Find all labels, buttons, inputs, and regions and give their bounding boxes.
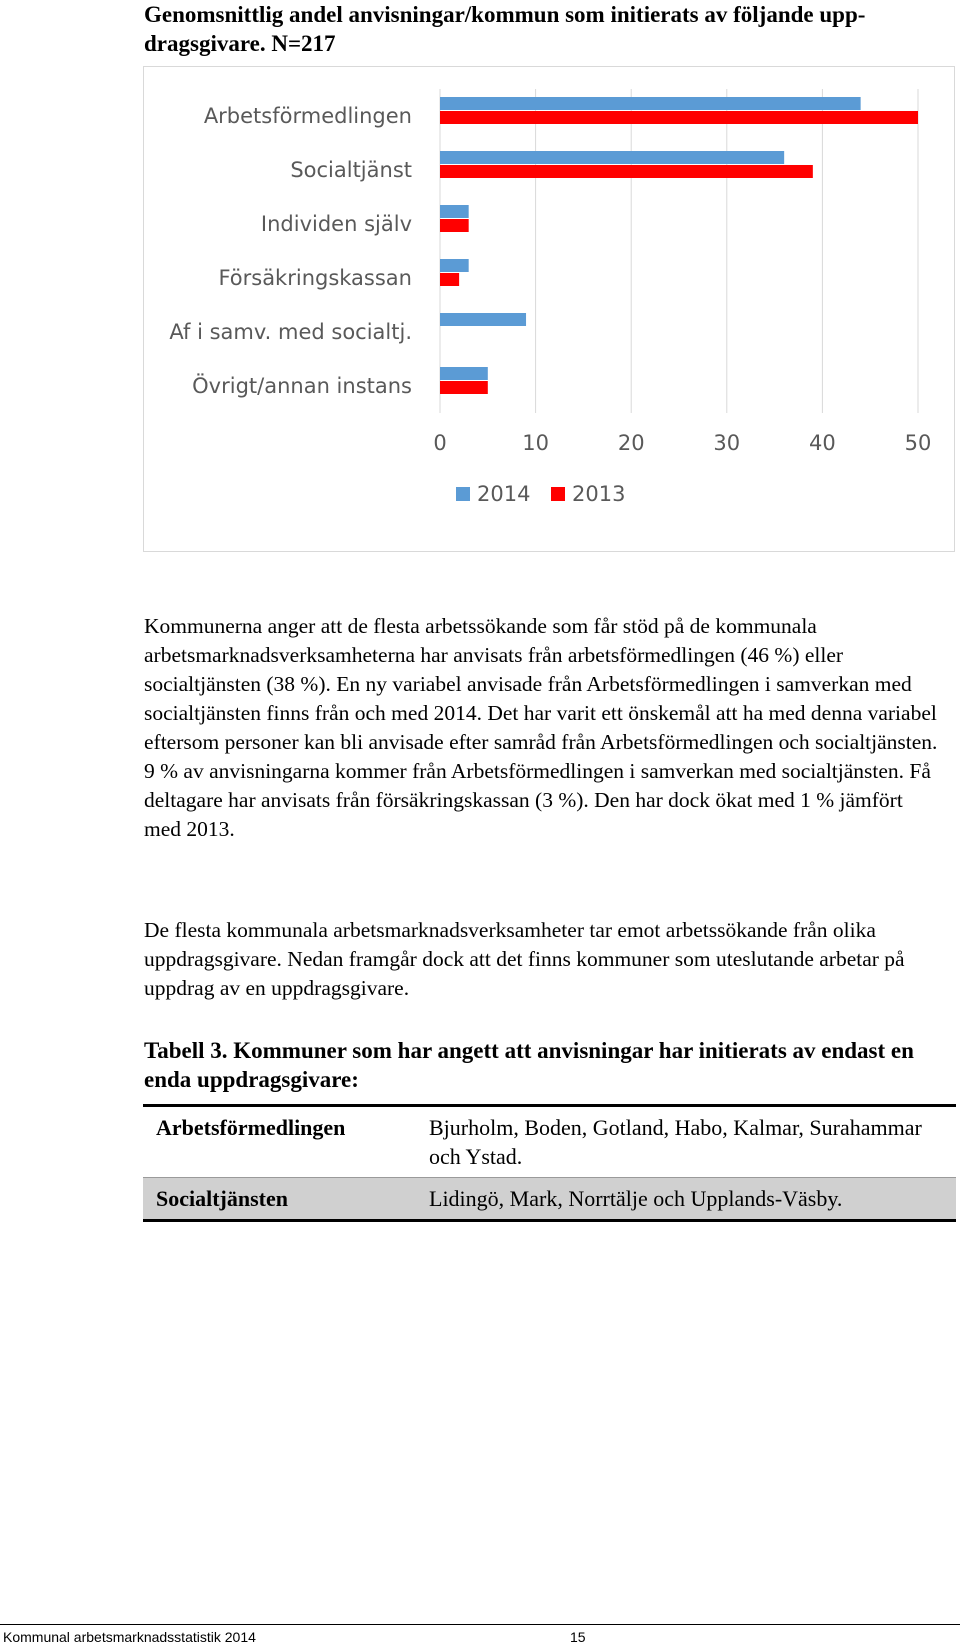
x-tick-label: 40 (809, 431, 836, 455)
bar-2014 (440, 313, 526, 326)
table-row-value: Lidingö, Mark, Norrtälje och Upplands-Väsby. (429, 1186, 843, 1211)
municipality-table (143, 1104, 956, 1222)
x-tick-label: 20 (617, 431, 645, 455)
legend-swatch-2013 (551, 487, 565, 501)
table-row-label: Arbetsförmedlingen (156, 1115, 346, 1140)
page-footer (0, 1624, 960, 1648)
table-row-label: Socialtjänsten (156, 1186, 288, 1211)
category-label: Arbetsförmedlingen (203, 104, 412, 128)
x-tick-label: 10 (522, 431, 549, 455)
x-tick-label: 30 (713, 431, 741, 455)
table-title: Tabell 3. Kommuner som har angett att anvisningar har initierats av endast en enda uppdragsgivare: (144, 1038, 914, 1092)
bar-2014 (440, 97, 861, 110)
x-tick-label: 0 (433, 431, 447, 455)
bar-chart (144, 67, 956, 553)
table-row-value: Bjurholm, Boden, Gotland, Habo, Kalmar, Surahammar och Ystad. (429, 1115, 922, 1169)
legend-label: 2013 (572, 482, 626, 506)
chart-container (143, 66, 955, 552)
bar-2014 (440, 205, 469, 218)
page-number: 15 (570, 1629, 586, 1645)
legend-label: 2014 (477, 482, 531, 506)
category-label: Socialtjänst (290, 158, 412, 182)
bar-2014 (440, 259, 469, 272)
bar-2013 (440, 111, 918, 124)
chart-heading: Genomsnittlig andel anvisningar/kommun som initierats av följande upp-dragsgivare. N=217 (144, 2, 866, 56)
category-label: Individen själv (260, 212, 412, 236)
category-label: Övrigt/annan instans (192, 374, 412, 398)
bar-2013 (440, 273, 459, 286)
bar-2014 (440, 151, 784, 164)
bar-2013 (440, 381, 488, 394)
table-row (143, 1107, 956, 1177)
footer-title: Kommunal arbetsmarknadsstatistik 2014 (3, 1629, 256, 1645)
table-row (143, 1177, 956, 1219)
x-tick-label: 50 (904, 431, 932, 455)
bar-2013 (440, 219, 469, 232)
bar-2014 (440, 367, 488, 380)
legend-swatch-2014 (456, 487, 470, 501)
bar-2013 (440, 165, 813, 178)
category-label: Af i samv. med socialtj. (169, 320, 412, 344)
category-label: Försäkringskassan (218, 266, 412, 290)
paragraph-2: De flesta kommunala arbetsmarknadsverksamheter tar emot arbetssökande från olika uppdragsgivare. Nedan framgår dock att det finns kommuner som uteslutande arbetar på uppdrag av en uppdragsgivare. (144, 918, 905, 1000)
paragraph-1: Kommunerna anger att de flesta arbetssökande som får stöd på de kommunala arbetsmarknadsverksamheterna har anvisats från arbetsförmedlingen (46 %) eller socialtjänsten (38 %). En ny variabel anvisade från Arbetsförmedlingen i samverkan med socialtjänsten finns från och med 2014. Det har varit ett önskemål att ha med denna variabel eftersom personer kan bli anvisade efter samråd från Arbetsförmedlingen och socialtjänsten. 9 % av anvisningarna kommer från Arbetsförmedlingen i samverkan med socialtjänsten. Få deltagare har anvisats från försäkringskassan (3 %). Den har dock ökat med 1 % jämfört med 2013. (144, 614, 938, 841)
